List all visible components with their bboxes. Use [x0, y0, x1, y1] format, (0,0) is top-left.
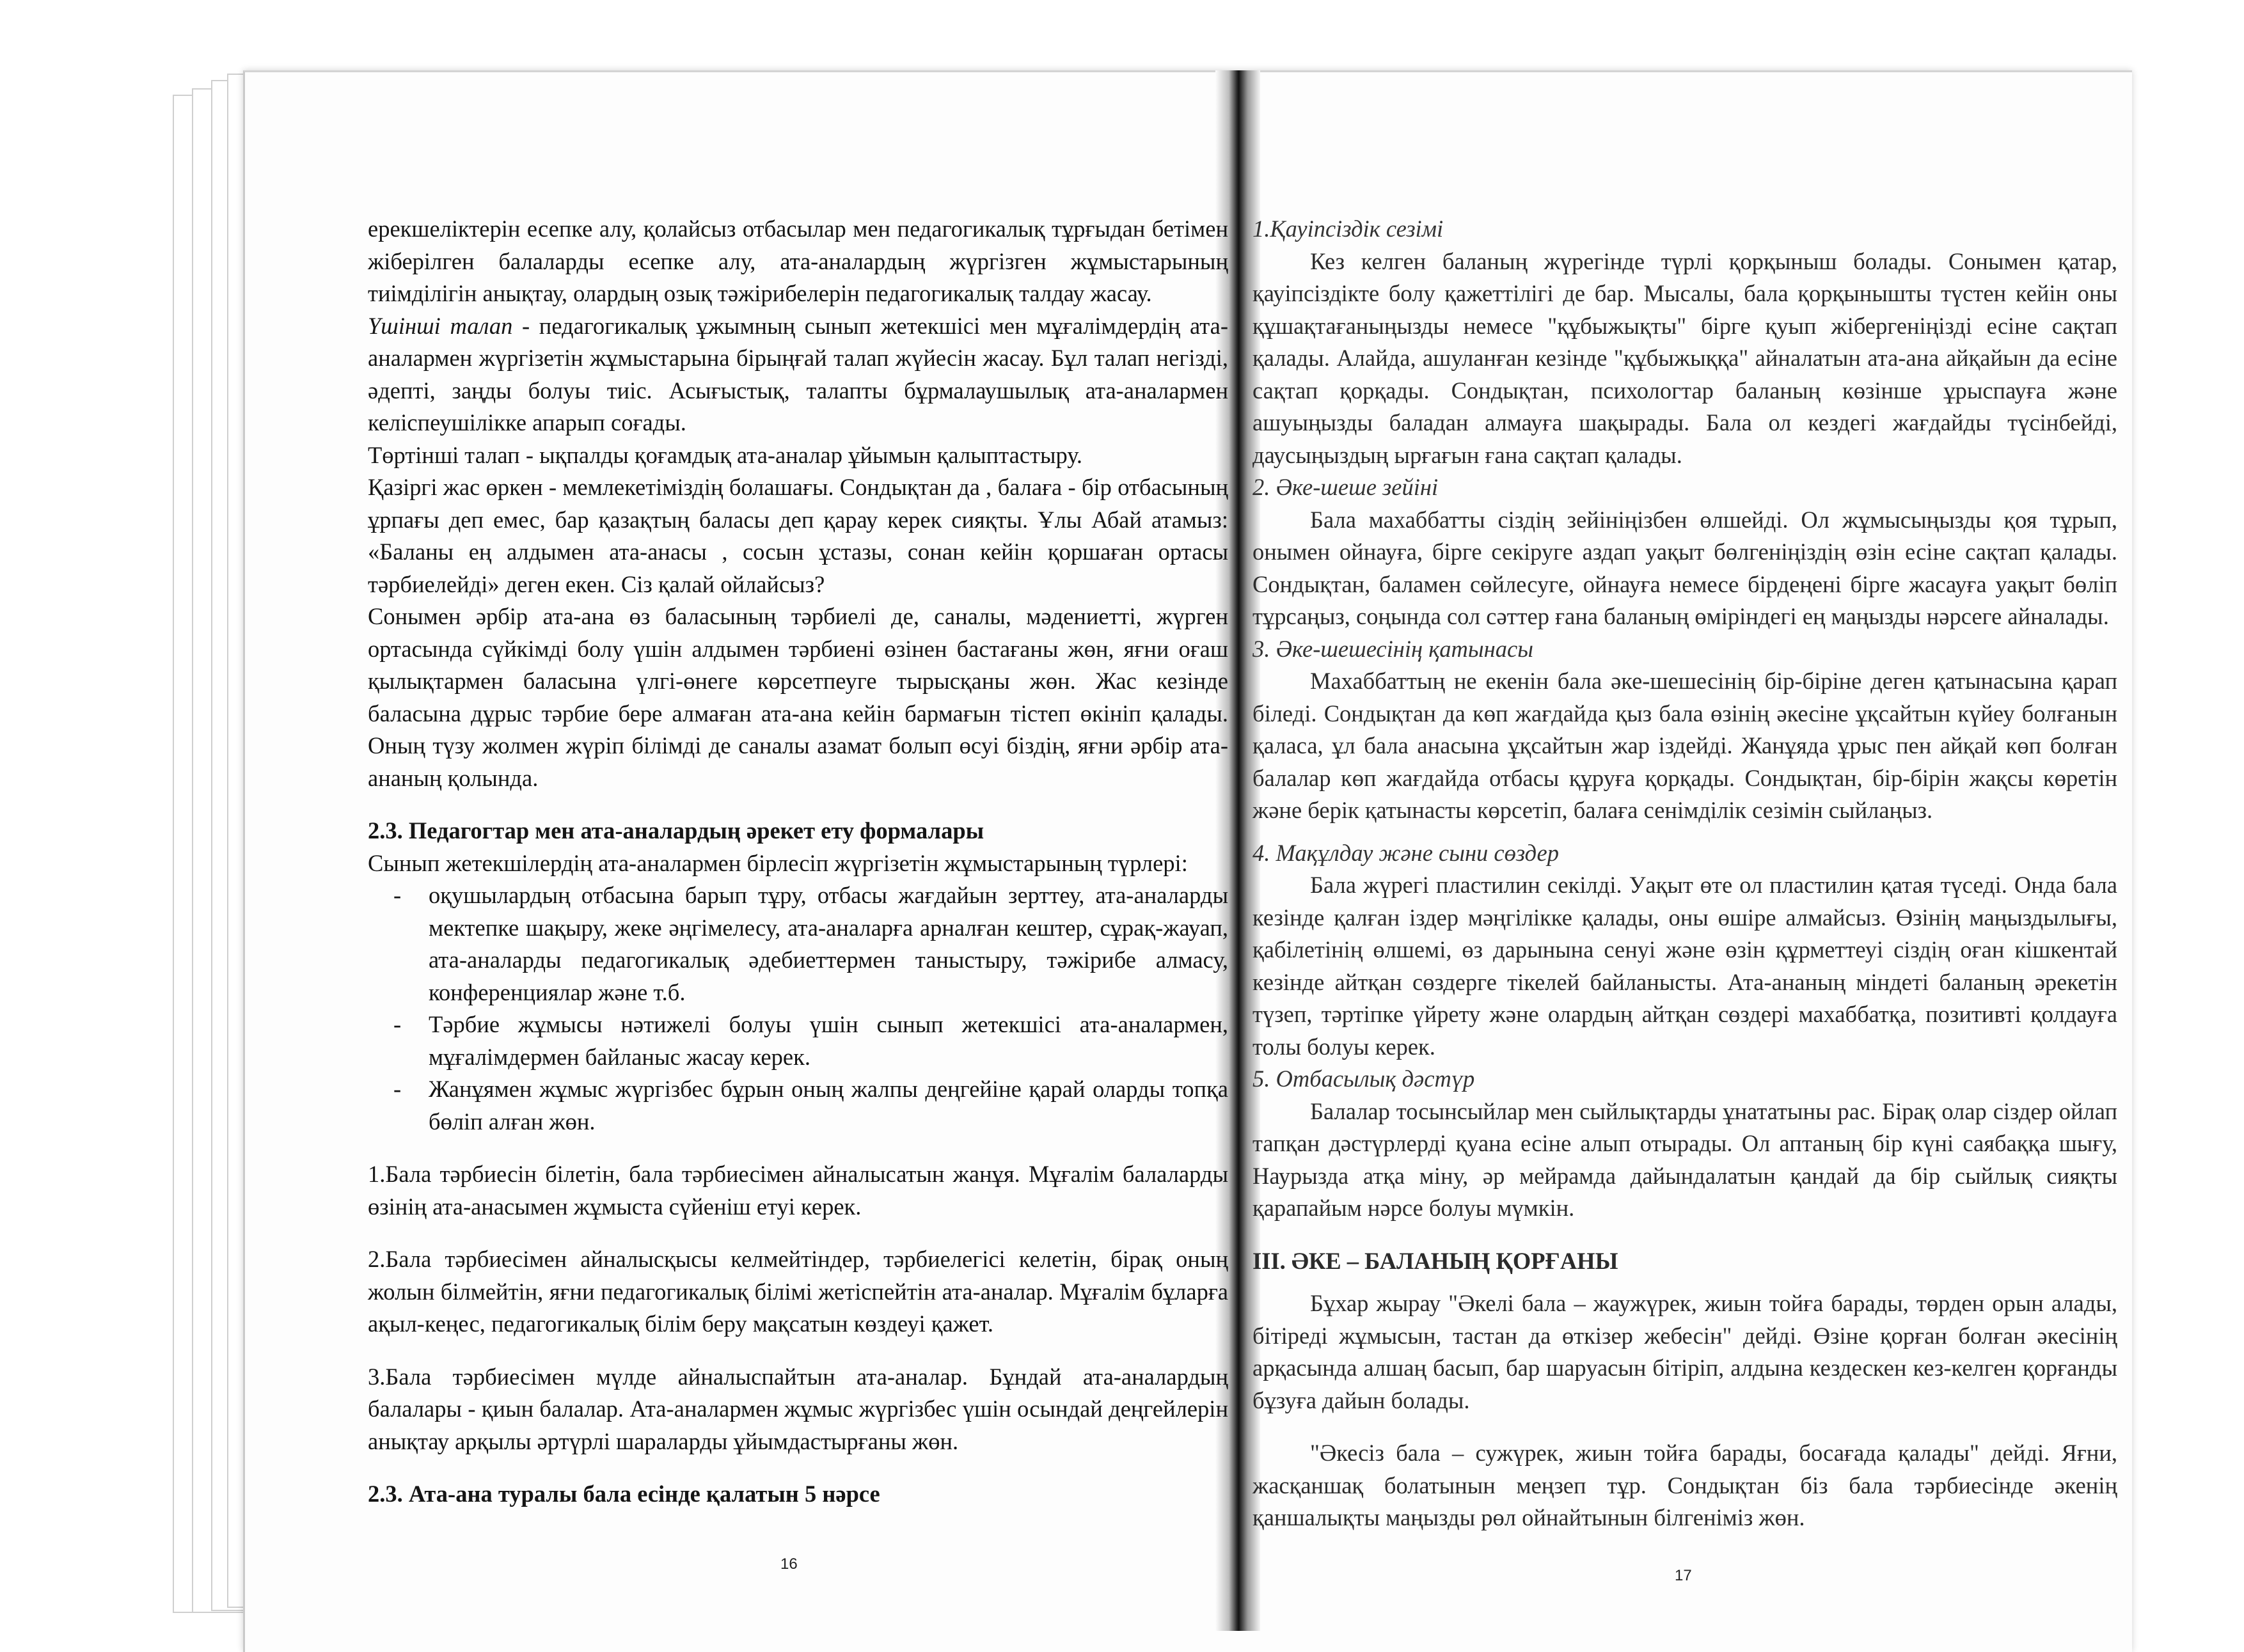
right-page: [1252, 213, 2117, 1534]
item-text-relationship: Махаббаттың не екенін бала әке-шешесінің бір-біріне деген қатынасына қарап біледі. Сондықтан да көп жағдайда қыз бала өзінің әкесіне ұқсайтын күйеу болғанын қаласа, ұл бала анасына ұқсайтын жар іздейді. Жанұяда ұрыс пен айқай көп болған балалар көп жағдайда отбасы құруға қорқады. Сондықтан, бір-бірін жақсы көретін және берік қатынасты көрсетіп, балаға сенімділік сезімін сыйлаңыз.: [1252, 668, 2117, 823]
item-title-safety: 1.Қауіпсіздік сезімі: [1252, 216, 1444, 242]
section-heading-forms: 2.3. Педагогтар мен ата-аналардың әрекет ету формалары: [368, 817, 984, 844]
item-title-relationship: 3. Әке-шешесінің қатынасы: [1252, 635, 1533, 662]
left-paragraph-6: Сынып жетекшілердің ата-аналармен бірлесіп жүргізетін жұмыстарының түрлері:: [368, 849, 1188, 876]
list-item: - оқушылардың отбасына барып тұру, отбасы жағдайын зерттеу, ата-аналарды мектепке шақыру, жеке әңгімелесу, ата-аналарға арналған кештер, сұрақ-жауап, ата-аналарды педагогикалық әдебиеттермен таныстыру, тәжірибе алмасу, конференциялар және т.б.: [393, 882, 1228, 1005]
family-type-2: 2.Бала тәрбиесімен айналысқысы келмейтіндер, тәрбиелегісі келетін, бірақ оның жолын білмейтін, яғни педагогикалық білімі жетіспейтін ата-аналар. Мұғалім бұларға ақыл-кеңес, педагогикалық білім беру мақсатын көздеуі қажет.: [368, 1246, 1228, 1337]
left-paragraph-1: ерекшеліктерін есепке алу, қолайсыз отбасылар мен педагогикалық тұрғыдан бетімен жіберілген балаларды есепке алу, ата-аналардың жүргізген жұмыстарының тиімділігін анықтау, олардың озық тәжірибелерін педагогикалық талдау жасау.: [368, 216, 1228, 306]
item-title-tradition: 5. Отбасылық дәстүр: [1252, 1066, 1475, 1092]
page-number-left: 16: [780, 1555, 798, 1573]
page-number-right: 17: [1675, 1567, 1692, 1584]
third-requirement-label: Үшінші талап: [368, 312, 513, 339]
item-text-approval: Бала жүрегі пластилин секілді. Уақыт өте ол пластилин қатая түседі. Онда бала кезінде қалған іздер мәңгілікке қалады, оны өшіре алмайсыз. Өзінің маңыздылығы, қабілетінің өлшемі, өз дарынына сенуі және өзін құрметтеуі сіздің оған кішкентай кезінде айтқан сөздерге тікелей байланысты. Ата-ананың міндеті баланың әрекетін түзеп, тәртіпке үйрету және олардың айтқан сөздері махаббатқа, позитивті қолдауға толы болуы керек.: [1252, 872, 2117, 1060]
work-types-list: [368, 879, 1228, 1138]
left-page: [368, 213, 1228, 1511]
family-type-3: 3.Бала тәрбиесімен мүлде айналыспайтын ата-аналар. Бұндай ата-аналардың балалары - қиын балалар. Ата-аналармен жұмыс жүргізбес үшін осындай деңгейлерін анықтау арқылы әртүрлі шараларды ұйымдастырғаны жөн.: [368, 1363, 1228, 1454]
right-paragraph-father-2: "Әкесіз бала – сужүрек, жиын тойға барады, босағада қалады" дейді. Яғни, жасқаншақ болатынын меңзеп тұр. Сондықтан біз бала тәрбиесінде әкенің қаншалықты маңызды рөл ойнайтынын білгеніміз жөн.: [1252, 1440, 2117, 1530]
family-type-1: 1.Бала тәрбиесін білетін, бала тәрбиесімен айналысатын жанұя. Мұғалім балаларды өзінің ата-анасымен жұмыста сүйеніш етуі керек.: [368, 1161, 1228, 1220]
item-text-tradition: Балалар тосынсыйлар мен сыйлықтарды ұнататыны рас. Бірақ олар сіздер ойлап тапқан дәстүрлерді қуана есіне алып отырады. Ол аптаның бір күні саябаққа шығу, Наурызда атқа міну, әр мейрамда дайындалатын қандай да бір сыйлық сияқты қарапайым нәрсе болуы мүмкін.: [1252, 1097, 2117, 1221]
third-requirement-text: - педагогикалық ұжымның сынып жетекшісі мен мұғалімдердің ата-аналармен жүргізетін жұмыстарына бірыңғай талап жүйесін жасау. Бұл талап негізді, әдепті, заңды болуы тиіс. Асығыстық, талапты бұрмалаушылық ата-аналармен келіспеушілікке апарып соғады.: [368, 312, 1228, 436]
list-item: - Тәрбие жұмысы нәтижелі болуы үшін сынып жетекшісі ата-аналармен, мұғалімдермен байланыс жасау керек.: [393, 1011, 1228, 1070]
left-paragraph-5: Сонымен әрбір ата-ана өз баласының тәрбиелі де, саналы, мәдениетті, жүрген ортасында сүйкімді болу үшін алдымен тәрбиені өзінен бастағаны жөн, яғни оғаш қылықтармен баласына үлгі-өнеге көрсетпеуге тырысқаны жөн. Жас кезінде баласына дұрыс тәрбие бере алмаған ата-ана кейін бармағын тістеп өкініп қалады. Оның түзу жолмен жүріп білімді де саналы азамат болып өсуі біздің, яғни әрбір ата-ананың қолында.: [368, 603, 1228, 791]
left-paragraph-3: Төртінші талап - ықпалды қоғамдық ата-аналар ұйымын қалыптастыру.: [368, 441, 1082, 468]
section-heading-five-things: 2.3. Ата-ана туралы бала есінде қалатын 5 нәрсе: [368, 1481, 880, 1507]
right-paragraph-father-1: Бұхар жырау "Әкелі бала – жаужүрек, жиын тойға барады, төрден орын алады, бітіреді жұмысын, тастан да өткізер жебесін" дейді. Өзіне қорған болған әкесінің арқасында алшаң басып, бар шаруасын бітіріп, алдына кездескен кез-келген қорғанды бұзуға дайын болады.: [1252, 1290, 2117, 1413]
left-paragraph-2: [368, 310, 1228, 439]
list-item: - Жанұямен жұмыс жүргізбес бұрын оның жалпы деңгейіне қарай оларды топқа бөліп алған жөн.: [393, 1076, 1228, 1135]
left-paragraph-4: Қазіргі жас өркен - мемлекетіміздің болашағы. Сондықтан да , балаға - бір отбасының ұрпағы деп емес, бар қазақтың баласы деп қарау керек сияқты. Ұлы Абай атамыз: «Баланы ең алдымен ата-анасы , сосын ұстазы, сонан кейін қоршаған ортасы тәрбиелейді» деген екен. Сіз қалай ойлайсыз?: [368, 474, 1228, 597]
item-title-approval: 4. Мақұлдау және сыни сөздер: [1252, 839, 1559, 866]
section-heading-father: ІІІ. ӘКЕ – БАЛАНЫҢ ҚОРҒАНЫ: [1252, 1247, 1618, 1274]
item-title-attention: 2. Әке-шеше зейіні: [1252, 474, 1439, 500]
item-text-safety: Кез келген баланың жүрегінде түрлі қорқыныш болады. Сонымен қатар, қауіпсіздікте болу қажеттілігі де бар. Мысалы, бала қорқынышты түстен кейін оны құшақтағаныңызды немесе "құбыжықты" бірге қуып жібергеніңізді есіне сақтап қалады. Алайда, ашуланған кезінде "құбыжыққа" айналатын ата-ана айқайын да есіне сақтап қорқады. Сондықтан, психологтар баланың көзінше ұрыспауға және ашуыңызды баладан алмауға шақырады. Бала ол кездегі жағдайды түсінбейді, даусыңыздың ырғағын ғана сақтап қалады.: [1252, 248, 2117, 468]
item-text-attention: Бала махаббатты сіздің зейініңізбен өлшейді. Ол жұмысыңызды қоя тұрып, онымен ойнауға, бірге секіруге аздап уақыт бөлгеніңіздің өзін есіне сақтап қалады. Сондықтан, баламен сөйлесуге, ойнауға немесе бірдеңені бірге жасауға уақыт бөліп тұрсаңыз, соңында сол сәттер ғана баланың өміріндегі ең маңызды нәрсеге айналады.: [1252, 506, 2117, 629]
